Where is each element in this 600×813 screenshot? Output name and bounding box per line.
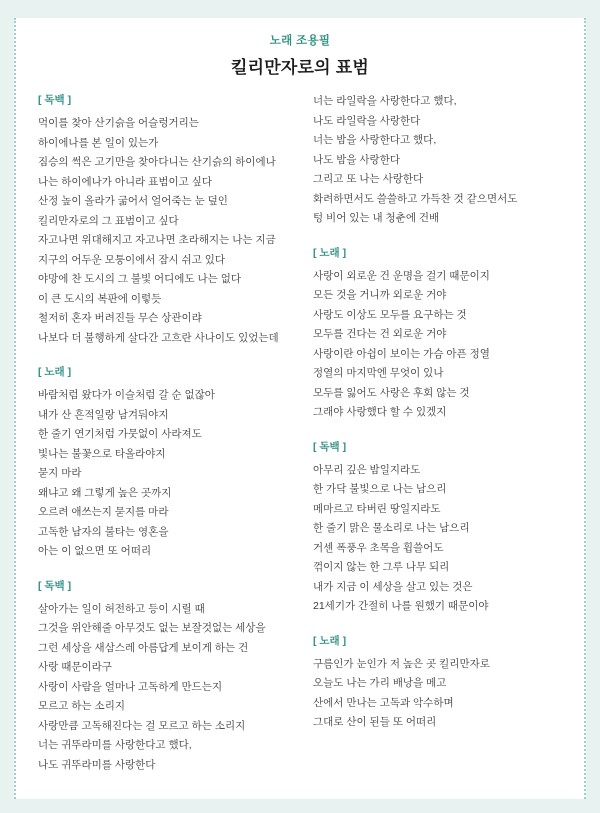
lyrics-block <box>38 364 287 562</box>
lyrics-line: 사랑이 사람을 얼마나 고독하게 만드는지 <box>38 680 223 693</box>
lyrics-block-label: [ 노래 ] <box>38 366 72 378</box>
lyrics-block <box>313 439 562 617</box>
lyrics-line: 내가 산 흔적일랑 남겨둬야지 <box>38 408 169 421</box>
lyrics-line: 텅 비어 있는 내 청춘에 건배 <box>313 212 440 224</box>
lyrics-line: 오르려 애쓰는지 묻지를 마라 <box>38 506 169 518</box>
song-header <box>38 32 562 78</box>
lyrics-line: 한 가닥 불빛으로 나는 남으리 <box>313 483 447 495</box>
lyrics-block-label: [ 노래 ] <box>313 634 347 647</box>
lyrics-line: 그래야 사랑했다 할 수 있겠지 <box>313 406 447 418</box>
lyrics-line: 아는 이 없으면 또 어떠리 <box>38 545 152 557</box>
lyrics-line: 하이에나를 본 일이 있는가 <box>38 136 159 149</box>
lyrics-line: 그런 세상을 새삼스레 아름답게 보이게 하는 건 <box>38 641 249 654</box>
lyrics-line: 너는 귀뚜라미를 사랑한다고 했다, <box>38 739 192 751</box>
lyrics-line: 이 큰 도시의 복판에 이렇듯 <box>38 292 162 305</box>
lyrics-block-label: [ 독백 ] <box>38 94 72 106</box>
lyrics-line: 산에서 만나는 고독과 악수하며 <box>313 696 454 709</box>
lyrics-line: 아무리 깊은 밤일지라도 <box>313 463 421 476</box>
lyrics-line: 자고나면 위대해지고 자고나면 초라해지는 나는 지금 <box>38 234 276 246</box>
lyrics-line: 나도 밤을 사랑한다 <box>313 153 400 166</box>
lyrics-block <box>313 245 562 423</box>
lyrics-line: 짐승의 썩은 고기만을 찾아다니는 산기슭의 하이에나 <box>38 156 276 168</box>
lyrics-column-right <box>313 92 562 733</box>
lyrics-line: 철저히 혼자 버려진들 무슨 상관이랴 <box>38 312 202 324</box>
lyrics-block-label: [ 독백 ] <box>313 440 347 453</box>
lyrics-block <box>38 578 287 776</box>
lyrics-line: 한 줄기 연기처럼 가뭇없이 사라져도 <box>38 428 202 440</box>
lyrics-line: 먹이를 찾아 산기슭을 어슬렁거리는 <box>38 117 199 129</box>
lyrics-line: 21세기가 간절히 나를 원했기 때문이야 <box>313 600 489 612</box>
lyrics-line: 나도 라일락을 사랑한다 <box>313 114 421 127</box>
lyrics-line: 오늘도 나는 가리 배낭을 메고 <box>313 677 447 689</box>
lyrics-line: 산정 높이 올라가 굶어서 얼어죽는 눈 덮인 <box>38 195 228 207</box>
lyrics-block <box>38 92 287 348</box>
lyrics-line: 나는 하이에나가 아니라 표범이고 싶다 <box>38 175 212 188</box>
lyrics-line: 메마르고 타버린 땅일지라도 <box>313 502 441 515</box>
lyrics-line: 바람처럼 왔다가 이슬처럼 갈 순 없잖아 <box>38 389 215 401</box>
lyrics-line: 나도 귀뚜라미를 사랑한다 <box>38 758 156 771</box>
lyrics-line: 모든 것을 거니까 외로운 거야 <box>313 289 447 301</box>
lyrics-line: 거센 폭풍우 초목을 휩쓸어도 <box>313 541 444 554</box>
lyrics-line: 빛나는 불꽃으로 타올라야지 <box>38 447 166 460</box>
lyrics-line: 고독한 남자의 불타는 영혼을 <box>38 525 169 538</box>
lyrics-line: 내가 지금 이 세상을 살고 있는 것은 <box>313 580 473 593</box>
lyrics-column-left <box>38 92 287 775</box>
lyrics-line: 지구의 어두운 모퉁이에서 잠시 쉬고 있다 <box>38 253 226 266</box>
lyrics-line: 나보다 더 불행하게 살다간 고흐란 사나이도 있었는데 <box>38 331 279 344</box>
lyrics-line: 사랑이 외로운 건 운명을 걸기 때문이지 <box>313 269 490 282</box>
lyrics-line: 사랑이란 아쉽이 보이는 가슴 아픈 정열 <box>313 347 490 360</box>
lyrics-line: 모르고 하는 소리지 <box>38 700 125 712</box>
lyrics-block-label: [ 노래 ] <box>313 246 347 259</box>
lyrics-line: 그것을 위안해줄 아무것도 없는 보잘것없는 세상을 <box>38 622 266 634</box>
lyrics-line: 사랑만큼 고독해진다는 걸 모르고 하는 소리지 <box>38 719 246 732</box>
lyrics-line: 묻지 마라 <box>38 467 82 479</box>
lyrics-line: 사랑 때문이라구 <box>38 661 112 673</box>
lyrics-line: 정열의 마지막엔 무엇이 있나 <box>313 367 444 379</box>
lyrics-line: 살아가는 일이 허전하고 등이 시릴 때 <box>38 602 205 615</box>
artist-name: 노래 조용필 <box>269 35 331 47</box>
lyrics-line: 꺾이지 않는 한 그루 나무 되리 <box>313 561 450 573</box>
lyrics-line: 모두를 건다는 건 외로운 거야 <box>313 328 447 340</box>
lyrics-line: 왜냐고 왜 그렇게 높은 곳까지 <box>38 486 172 499</box>
lyrics-line: 너는 라일락을 사랑한다고 했다, <box>313 95 457 107</box>
lyrics-block <box>313 92 562 229</box>
lyrics-line: 사랑도 이상도 모두를 요구하는 것 <box>313 308 467 321</box>
lyrics-line: 야망에 찬 도시의 그 불빛 어디에도 나는 없다 <box>38 273 241 285</box>
lyrics-columns <box>38 92 562 775</box>
page-title: 킬리만자로의 표범 <box>231 58 369 77</box>
lyrics-block-label: [ 독백 ] <box>38 579 72 592</box>
lyrics-line: 그리고 또 나는 사랑한다 <box>313 173 424 185</box>
lyrics-line: 구름인가 눈인가 저 높은 곳 킬리만자로 <box>313 657 490 670</box>
lyrics-line: 한 줄기 맑은 물소리로 나는 남으리 <box>313 522 470 534</box>
lyrics-sheet <box>14 18 586 799</box>
lyrics-block <box>313 633 562 733</box>
lyrics-line: 화려하면서도 쓸쓸하고 가득찬 것 같으면서도 <box>313 192 518 205</box>
lyrics-line: 너는 밤을 사랑한다고 했다, <box>313 134 437 146</box>
lyrics-line: 킬리만자로의 그 표범이고 싶다 <box>38 214 179 227</box>
lyrics-line: 모두를 잃어도 사랑은 후회 않는 것 <box>313 386 470 399</box>
lyrics-line: 그대로 산이 된들 또 어떠리 <box>313 716 437 728</box>
